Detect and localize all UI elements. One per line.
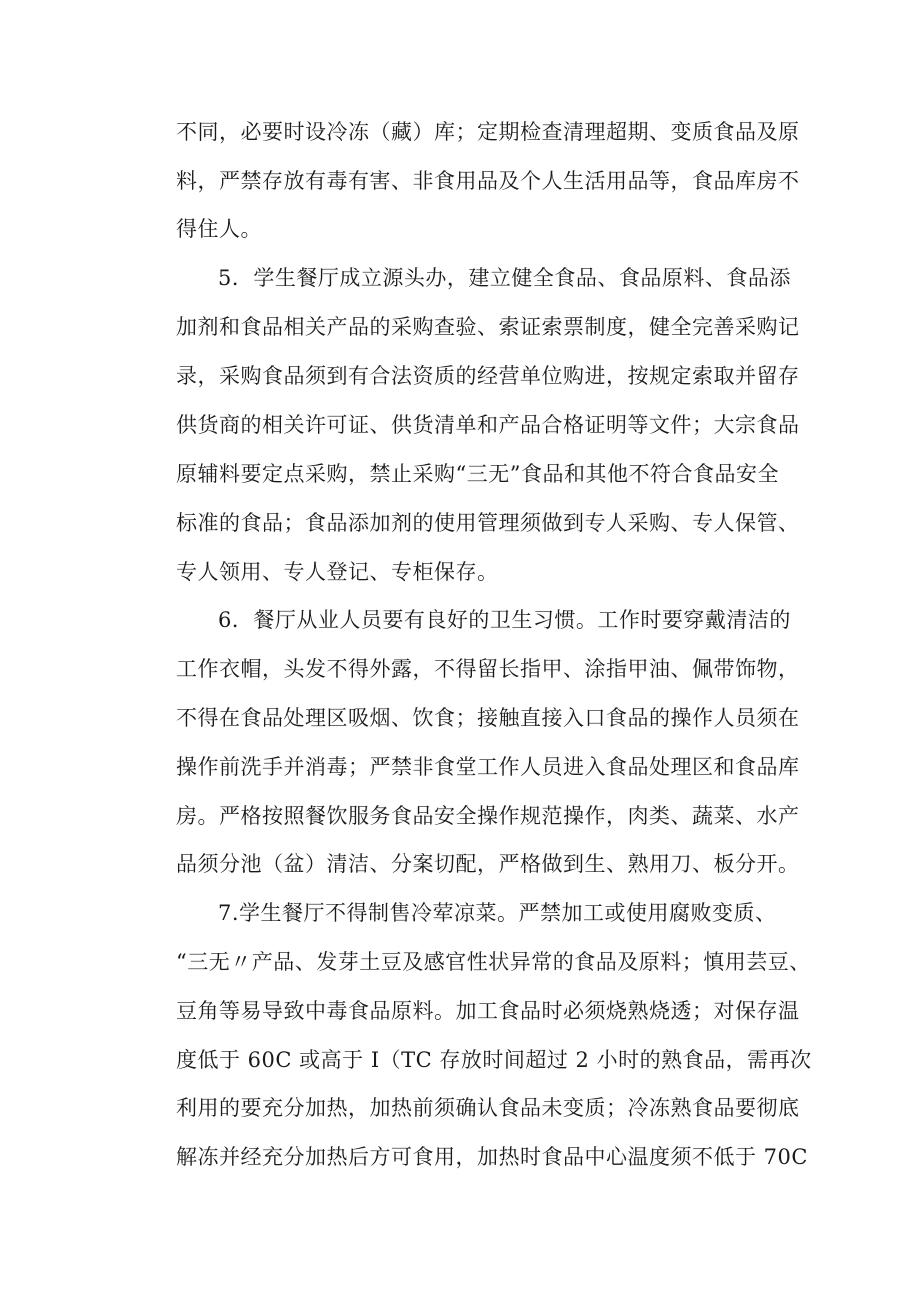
text-line: 不同，必要时设冷冻（藏）库；定期检查清理超期、变质食品及原 [176, 120, 800, 144]
text-line: 操作前洗手并消毒；严禁非食堂工作人员进入食品处理区和食品库 [176, 755, 800, 779]
text-line: 豆角等易导致中毒食品原料。加工食品时必须烧熟烧透；对保存温 [176, 999, 800, 1023]
text-line: 料，严禁存放有毒有害、非食用品及个人生活用品等，食品库房不 [176, 169, 800, 193]
text-line: 解冻并经充分加热后方可食用，加热时食品中心温度须不低于 70C [176, 1145, 808, 1169]
text-line: 得住人。 [176, 217, 262, 241]
text-line: 度低于 60C 或高于 I（TC 存放时间超过 2 小时的熟食品，需再次 [176, 1048, 812, 1072]
text-line: 原辅料要定点采购，禁止采购“三无”食品和其他不符合食品安全 [176, 462, 779, 486]
paragraph-5-start: 5．学生餐厅成立源头办，建立健全食品、食品原料、食品添 [218, 266, 791, 290]
text-line: 录，采购食品须到有合法资质的经营单位购进，按规定索取并留存 [176, 364, 800, 388]
text-line: 工作衣帽，头发不得外露，不得留长指甲、涂指甲油、佩带饰物， [176, 657, 800, 681]
text-line: “三无〃产品、发芽土豆及感官性状异常的食品及原料；慎用芸豆、 [176, 950, 811, 974]
text-line: 品须分池（盆）清洁、分案切配，严格做到生、熟用刀、板分开。 [176, 852, 800, 876]
text-line: 供货商的相关许可证、供货清单和产品合格证明等文件；大宗食品 [176, 413, 800, 437]
text-line: 专人领用、专人登记、专柜保存。 [176, 560, 499, 584]
paragraph-7-start: 7.学生餐厅不得制售冷荤凉菜。严禁加工或使用腐败变质、 [218, 901, 777, 925]
paragraph-6-start: 6．餐厅从业人员要有良好的卫生习惯。工作时要穿戴清洁的 [218, 608, 791, 632]
text-line: 房。严格按照餐饮服务食品安全操作规范操作，肉类、蔬菜、水产 [176, 804, 800, 828]
text-line: 利用的要充分加热，加热前须确认食品未变质；冷冻熟食品要彻底 [176, 1096, 800, 1120]
text-line: 加剂和食品相关产品的采购查验、索证索票制度，健全完善采购记 [176, 315, 800, 339]
text-line: 标准的食品；食品添加剂的使用管理须做到专人采购、专人保管、 [176, 511, 800, 535]
text-line: 不得在食品处理区吸烟、饮食；接触直接入口食品的操作人员须在 [176, 706, 800, 730]
